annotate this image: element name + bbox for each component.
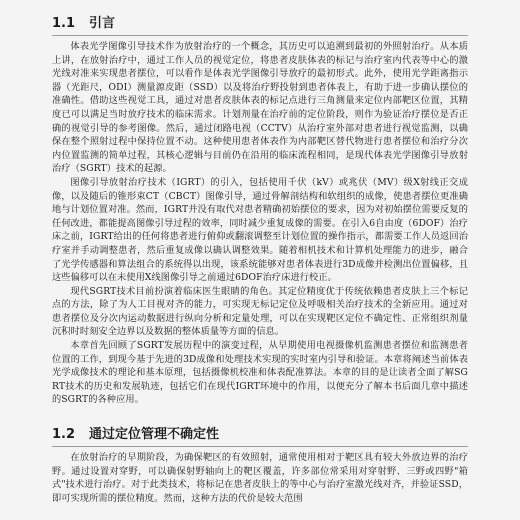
paragraph: 图像引导放射治疗技术（IGRT）的引入，包括使用千伏（kV）或兆伏（MV）级X射线正交成像，以及随后的锥形束CT（CBCT）图像引导，通过骨解剖结构和软组织的成像，使患者摆位更准确地与计划位置对准。然而，IGRT并没有取代对患者精确初始摆位的要求，因为对初始摆位需要反复的任何改进，都能提高图像引导过程的效率，同时减少重复成像的需要。在引入6自由度（6DOF）治疗床之前，IGRT给出的任何将患者进行俯仰或翻滚调整至计划位置的操作指示，都需要工作人员返回治疗室并手动调整患者，然后重复成像以确认调整效果。随着相机技术和计算机处理能力的进步，融合了光学传感器和算法组合的系统得以出现，该系统能够对患者体表进行3D成像并检测出位置偏移，且这些偏移可以在未使用X线图像引导之前通过6DOF治疗床进行校正。 bbox=[52, 176, 468, 284]
section-number: 1.1 bbox=[52, 16, 76, 31]
section-title: 引言 bbox=[89, 16, 116, 31]
paragraph: 体表光学图像引导技术作为放射治疗的一个概念，其历史可以追溯到最初的外照射治疗。从本质上讲，在放射治疗中，通过工作人员的视觉定位，将患者皮肤体表的标记与治疗室内代表等中心的激光线对准来实现患者摆位，可以看作是体表光学图像引导放疗的最初形式。此外，使用光学距离指示器（光距尺，ODI）测量源皮距（SSD）以及将治疗野投射到患者体表上，有助于进一步确认摆位的准确性。借助这些视觉工具，通过对患者皮肤体表的标记点进行三角测量来定位内部靶区位置，其精度已可以满足当时放疗技术的临床需求。计划剂量在治疗前的定位阶段，则作为验证治疗摆位是否正确的视觉引导的参考图像。然后，通过闭路电视（CCTV）从治疗室外部对患者进行视觉监测，以确保在整个照射过程中保持位置不动。这种使用患者体表作为内部靶区替代物进行患者摆位和治疗分次内位置监测的简单过程，其核心逻辑与目前仍在沿用的临床流程相同，是现代体表光学图像引导放射治疗（SGRT）技术的起源。 bbox=[52, 41, 468, 175]
section-number: 1.2 bbox=[52, 427, 76, 443]
section-heading bbox=[52, 6, 468, 36]
paragraph: 本章首先回顾了SGRT发展历程中的演变过程，从早期使用电视摄像机监测患者摆位和监测患者位置的工作，到现今基于先进的3D成像和处理技术实现的实时室内引导和验证。本章将阐述当前体表光学成像技术的理论和基本原理，包括摄像机校准和体表配准算法。本章的目的是让读者全面了解SGRT技术的历史和发展轨迹，包括它们在现代IGRT环境中的作用，以便充分了解本书后面几章中描述的SGRT的各种应用。 bbox=[52, 340, 468, 406]
paragraph: 现代SGRT技术目前扮演着临床医生眼睛的角色。其定位精度优于传统依赖患者皮肤上三个标记点的方法，除了为人工目视对齐的能力，可实现无标记定位及呼吸相关治疗技术的全新应用。通过对患者摆位及分次内运动数据进行纵向分析和定量处理，可以在实现靶区定位不确定性、正常组织剂量沉积时时刻安全边界以及数据的整体质量等方面的信息。 bbox=[52, 285, 468, 338]
paragraph: 在放射治疗的早期阶段，为确保靶区的有效照射，通常使用相对于靶区具有较大外放边界的治疗野。通过设置对穿野，可以确保射野轴向上的靶区覆盖，许多部位常采用对穿射野、三野或四野"箱式"技术进行治疗。对于此类技术，将标记在患者皮肤上的等中心与治疗室激光线对齐，并验证SSD，即可实现所需的摆位精度。然而，这种方法的代价是较大范围 bbox=[52, 452, 468, 504]
section-heading bbox=[52, 417, 468, 447]
section-title: 通过定位管理不确定性 bbox=[89, 427, 220, 443]
